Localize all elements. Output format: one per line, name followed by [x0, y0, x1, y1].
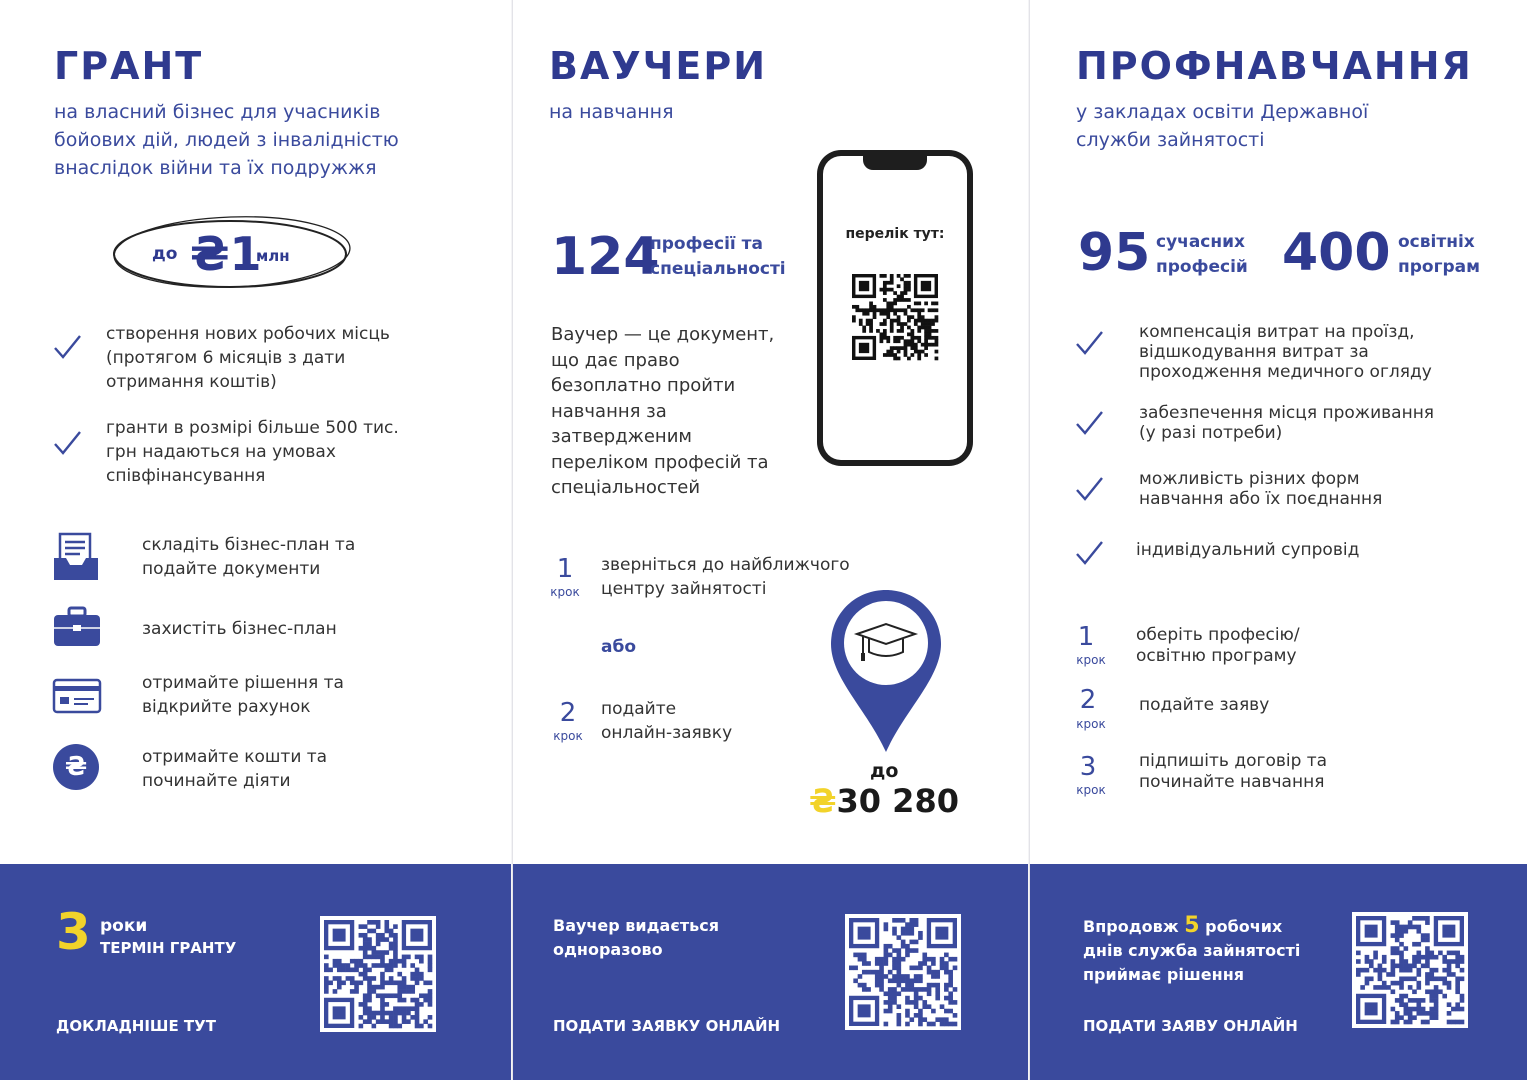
- step-word: крок: [1076, 653, 1106, 667]
- voucher-amount: ₴30 280: [809, 782, 959, 820]
- prof-subtitle: у закладах освіти Державної служби зайнятості: [1076, 101, 1369, 151]
- hryvnia-coin-icon: ₴: [53, 744, 99, 790]
- checkmark-icon: [52, 428, 82, 458]
- prof-stat1-number: 95: [1078, 223, 1151, 283]
- checkmark-icon: [52, 332, 82, 362]
- grant-check-2: гранти в розмірі більше 500 тис. грн надаються на умовах співфінансування: [106, 418, 399, 486]
- prof-stat2-number: 400: [1282, 223, 1391, 283]
- voucher-stat-number: 124: [551, 227, 660, 287]
- bank-card-icon: [52, 678, 102, 714]
- grant-amount-prefix: до: [152, 244, 178, 264]
- apply-online-link[interactable]: ПОДАТИ ЗАЯВУ ОНЛАЙН: [1083, 1017, 1298, 1035]
- grant-amount-unit: млн: [256, 247, 290, 265]
- prof-check-4: індивідуальний супровід: [1136, 540, 1360, 560]
- step-number: 1: [1077, 622, 1095, 652]
- voucher-description: Ваучер — це документ, що дає право безоплатно пройти навчання за затвердженим переліком професій та спеціальностей: [551, 324, 775, 498]
- step-number: 3: [1079, 752, 1097, 782]
- grant-step-2: захистіть бізнес-план: [142, 619, 337, 639]
- prof-step-3: підпишіть договір та починайте навчання: [1139, 751, 1328, 792]
- grant-step-3: отримайте рішення та відкрийте рахунок: [142, 673, 344, 717]
- checkmark-icon: [1074, 474, 1104, 504]
- checkmark-icon: [1074, 328, 1104, 358]
- prof-title: ПРОФНАВЧАННЯ: [1076, 44, 1473, 88]
- voucher-panel: [512, 0, 1028, 1080]
- qr-code[interactable]: [848, 270, 942, 364]
- phone-caption: перелік тут:: [845, 226, 945, 242]
- voucher-stat-label: професії та спеціальності: [650, 234, 786, 279]
- apply-online-link[interactable]: ПОДАТИ ЗАЯВКУ ОНЛАЙН: [553, 1017, 781, 1035]
- step-word: крок: [550, 585, 580, 599]
- prof-footer-text: Впродовж 5 робочих днів служба зайнятості приймає рішення: [1083, 913, 1301, 984]
- prof-step-1: оберіть професію/ освітню програму: [1136, 625, 1300, 666]
- step-number: 2: [559, 698, 577, 728]
- briefcase-icon: [52, 606, 102, 648]
- checkmark-icon: [1074, 538, 1104, 568]
- phone-frame: [817, 150, 973, 466]
- step-word: крок: [1076, 783, 1106, 797]
- hryvnia-symbol: ₴: [190, 227, 230, 281]
- voucher-step-2: подайте онлайн-заявку: [601, 699, 733, 743]
- grant-term-label-top: роки: [100, 916, 148, 936]
- grant-step-1: складіть бізнес-план та подайте документи: [142, 535, 356, 579]
- prof-check-1: компенсація витрат на проїзд, відшкодування витрат за проходження медичного огляду: [1139, 322, 1432, 382]
- qr-code[interactable]: [845, 914, 961, 1030]
- step-number: 1: [556, 554, 574, 584]
- step-number: 2: [1079, 685, 1097, 715]
- grant-term-number: 3: [56, 903, 91, 961]
- voucher-amount-prefix: до: [870, 760, 899, 782]
- qr-code[interactable]: [1352, 912, 1468, 1028]
- prof-check-3: можливість різних форм навчання або їх поєднання: [1139, 469, 1383, 509]
- grant-amount: ₴1: [190, 227, 262, 281]
- grant-title: ГРАНТ: [54, 44, 204, 88]
- or-text: або: [601, 637, 637, 657]
- voucher-footer: [513, 864, 1028, 1080]
- prof-panel: [1029, 0, 1527, 1080]
- step-word: крок: [1076, 717, 1106, 731]
- voucher-title: ВАУЧЕРИ: [549, 44, 767, 88]
- prof-stat2-label: освітніх програм: [1398, 232, 1481, 277]
- grant-check-1: створення нових робочих місць (протягом 6 місяців з дати отримання коштів): [106, 324, 390, 392]
- checkmark-icon: [1074, 408, 1104, 438]
- document-tray-icon: [52, 532, 100, 582]
- grant-footer: [0, 864, 511, 1080]
- map-pin-icon: [827, 586, 945, 758]
- voucher-subtitle: на навчання: [549, 101, 674, 123]
- grant-term-label-bottom: ТЕРМІН ГРАНТУ: [100, 939, 237, 957]
- voucher-footer-text: Ваучер видається одноразово: [553, 916, 719, 959]
- voucher-step-1: зверніться до найближчого центру зайнятості: [601, 555, 850, 599]
- phone-notch: [863, 154, 927, 170]
- details-link[interactable]: ДОКЛАДНІШЕ ТУТ: [56, 1017, 216, 1035]
- step-word: крок: [553, 729, 583, 743]
- hryvnia-symbol: ₴: [809, 782, 837, 820]
- grant-panel: [0, 0, 511, 1080]
- prof-step-2: подайте заяву: [1139, 695, 1270, 715]
- graduation-cap-icon: [853, 618, 919, 664]
- qr-code[interactable]: [320, 916, 436, 1032]
- grant-subtitle: на власний бізнес для учасників бойових дій, людей з інвалідністю внаслідок війни та їх подружжя: [54, 101, 399, 179]
- grant-step-4: отримайте кошти та починайте діяти: [142, 747, 328, 791]
- prof-stat1-label: сучасних професій: [1156, 232, 1248, 277]
- prof-footer: [1030, 864, 1527, 1080]
- prof-check-2: забезпечення місця проживання (у разі потреби): [1139, 403, 1435, 443]
